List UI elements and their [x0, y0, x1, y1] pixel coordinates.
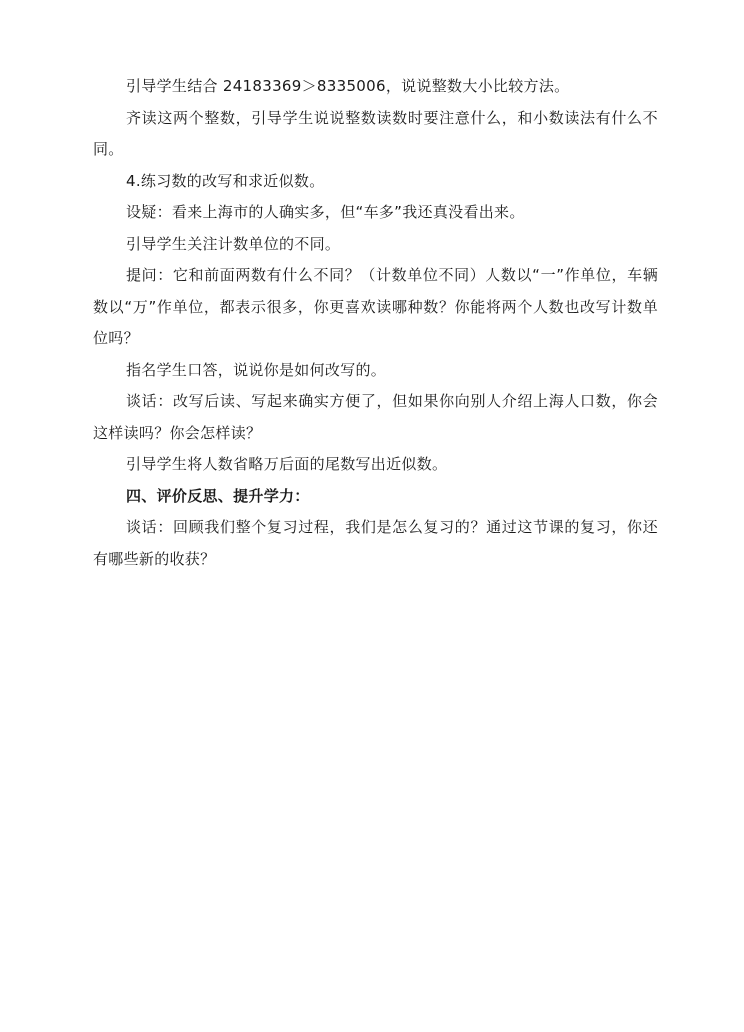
- paragraph: 谈话：改写后读、写起来确实方便了，但如果你向别人介绍上海人口数，你会这样读吗？你会怎样读？: [93, 392, 658, 442]
- document-body: [93, 71, 658, 575]
- paragraph: 引导学生结合 24183369＞8335006，说说整数大小比较方法。: [126, 77, 570, 95]
- paragraph: 齐读这两个整数，引导学生说说整数读数时要注意什么，和小数读法有什么不同。: [93, 108, 658, 158]
- paragraph: 引导学生将人数省略万后面的尾数写出近似数。: [126, 455, 448, 473]
- paragraph-heading-4: 4.练习数的改写和求近似数。: [126, 171, 325, 190]
- paragraph: 提问：它和前面两数有什么不同？（计数单位不同）人数以“一”作单位，车辆数以“万”作单位，都表示很多，你更喜欢读哪种数？你能将两个人数也改写计数单位吗？: [93, 266, 658, 347]
- section-heading: 四、评价反思、提升学力：: [126, 486, 310, 505]
- paragraph: 引导学生关注计数单位的不同。: [126, 234, 341, 253]
- paragraph: 设疑：看来上海市的人确实多，但“车多”我还真没看出来。: [126, 203, 525, 221]
- paragraph: 指名学生口答，说说你是如何改写的。: [126, 360, 387, 379]
- paragraph: 谈话：回顾我们整个复习过程，我们是怎么复习的？通过这节课的复习，你还有哪些新的收获？: [93, 518, 658, 568]
